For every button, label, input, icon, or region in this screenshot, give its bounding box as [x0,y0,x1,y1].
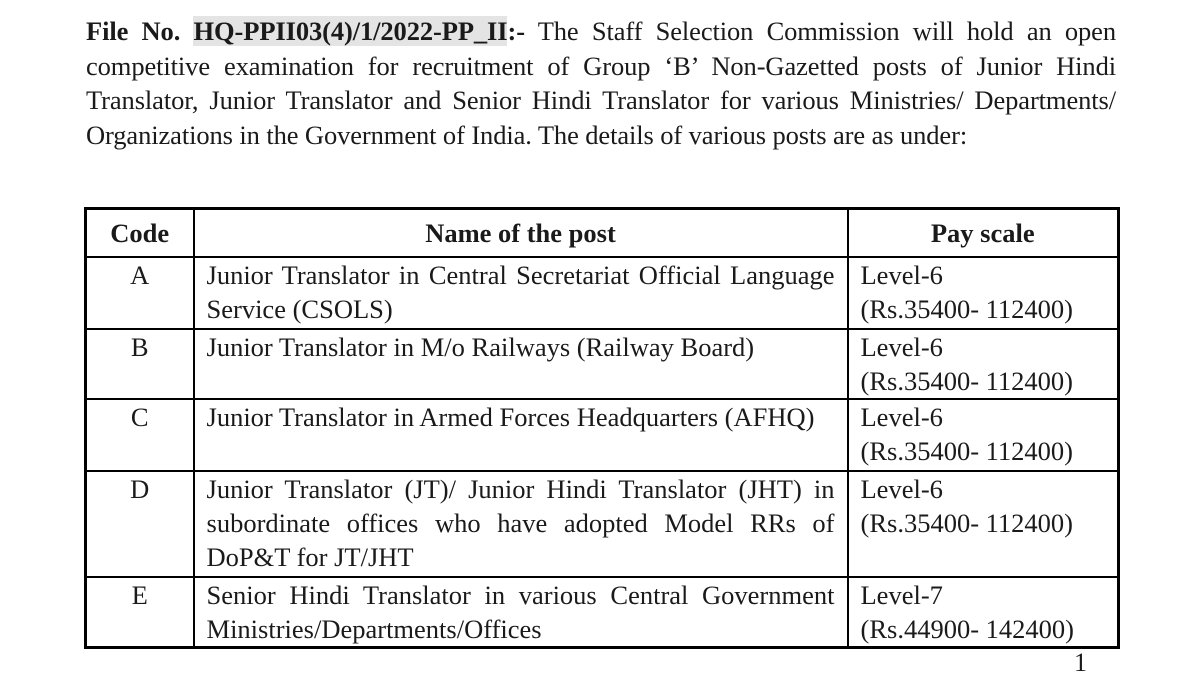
row-post-name: Senior Hindi Translator in various Central Government Ministries/Departments/Offices [194,577,848,648]
row-pay-scale [848,329,1119,399]
header-name: Name of the post [194,209,848,258]
pay-range: (Rs.35400- 112400) [860,366,1073,396]
header-code: Code [86,209,194,258]
file-number-highlight: HQ-PPII03(4)/1/2022-PP_II [193,16,508,46]
header-pay: Pay scale [848,209,1119,258]
row-pay-scale [848,257,1119,329]
table-row [86,399,1119,471]
posts-table [84,207,1120,649]
table-row [86,257,1119,329]
row-post-name: Junior Translator in Central Secretariat Official Language Service (CSOLS) [194,257,848,329]
document-page [86,14,1116,152]
row-code: D [86,471,194,577]
pay-level: Level-6 [860,402,943,432]
table-header-row [86,209,1119,258]
row-code: B [86,329,194,399]
pay-level: Level-6 [860,332,943,362]
file-suffix: :- [507,16,525,46]
row-post-name: Junior Translator in M/o Railways (Railway Board) [194,329,848,399]
row-post-name: Junior Translator (JT)/ Junior Hindi Translator (JHT) in subordinate offices who have adopted Model RRs of DoP&T for JT/JHT [194,471,848,577]
pay-level: Level-7 [860,580,943,610]
row-post-name: Junior Translator in Armed Forces Headquarters (AFHQ) [194,399,848,471]
row-pay-scale [848,471,1119,577]
pay-range: (Rs.35400- 112400) [860,294,1073,324]
file-label: File No. [86,16,181,46]
pay-range: (Rs.35400- 112400) [860,436,1073,466]
page-number: 1 [1074,648,1087,677]
row-code: E [86,577,194,648]
row-code: A [86,257,194,329]
pay-range: (Rs.35400- 112400) [860,508,1073,538]
intro-paragraph [86,14,1116,152]
pay-range: (Rs.44900- 142400) [860,614,1074,644]
intro-text: The Staff Selection Commission will hold an open competitive examination for recruitment of Group ‘B’ Non-Gazetted posts of Junior Hindi Translator, Junior Translator and Senior Hindi Translator for various Ministries/ Departments/ Organizations in the Government of India. The details of various posts are as under: [86,16,1116,150]
table-row [86,329,1119,399]
table-row [86,577,1119,648]
pay-level: Level-6 [860,474,943,504]
pay-level: Level-6 [860,260,943,290]
row-pay-scale [848,577,1119,648]
row-pay-scale [848,399,1119,471]
table-row [86,471,1119,577]
row-code: C [86,399,194,471]
